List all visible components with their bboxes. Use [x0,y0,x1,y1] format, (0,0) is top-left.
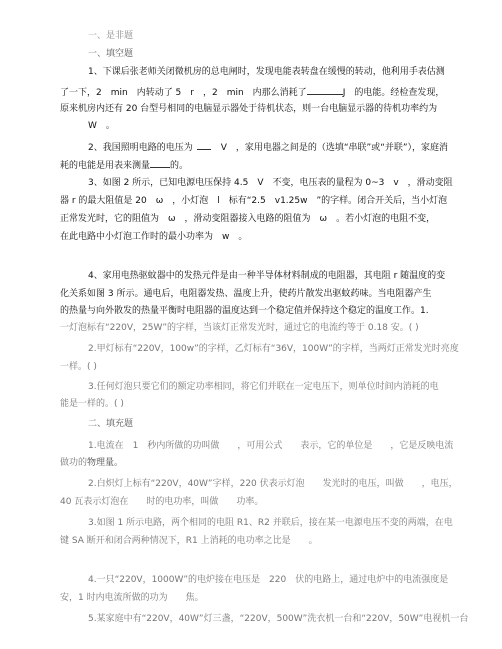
q2-line-2b: 的。 [170,161,189,171]
tf-q3-line-1: 3.任何灯泡只要它们的额定功率相同，将它们并联在一定电压下，则单位时间内消耗的电 [88,382,439,392]
q1-line-3: 原来机房内还有 20 台型号相同的电脑显示器处于待机状态，则一台电脑显示器的待机功率约为 [60,104,438,114]
heading-fill-in-2: 二、填充题 [88,419,134,429]
q4-line-2: 化关系如图 3 所示。通电后，电阻器发热、温度上升，使药片散发出驱蚊药味。当电阻器产生 [60,289,432,299]
tf-q1-line: 一灯泡标有“220V，25W”的字样，当该灯正常发光时，通过它的电流约等于 0.18 安。( ) [60,323,419,333]
q2-line-2 [60,158,188,172]
fill-q1-line-1: 1.电流在 1 秒内所做的功叫做 ，可用公式 表示，它的单位是 ，它是反映电流 [88,441,454,451]
fill-q5-line-1: 5.某家庭中有“220V，40W”灯三盏，“220V，500W”洗衣机一台和“220V，50W”电视机一台 [88,614,469,624]
tf-q2-line-2: 一样。( ) [60,362,97,372]
tf-q2-line-1: 2.甲灯标有“220V，100w”的字样，乙灯标有“36V，100W”的字样，当两灯正常发光时亮度 [88,344,459,354]
tf-q3-line-2: 能是一样的。( ) [60,399,124,409]
q4-line-3: 的热量与向外散发的热量平衡时电阻器的温度达到一个稳定值并保持这个稳定的温度工作。1. [60,306,429,316]
fill-q4-line-2: 安，1 时内电流所做的功为 焦。 [60,593,204,603]
fill-q3-line-2: 键 SA 断开和闭合两种情况下，R1 上消耗的电功率之比是 。 [60,536,318,546]
answer-blank [307,85,343,95]
q2-line-1a: 2、我国照明电路的电压为 [88,143,193,153]
fill-q2-line-2: 40 瓦表示灯泡在 时的电功率，叫做 功率。 [60,497,264,507]
fill-q1-line-2a: 做功的 [60,458,88,468]
q3-line-2: 器 r 的最大阻值是 20 ω ，小灯泡 l 标有“2.5 v1.25w ”的字样。闭合开关后，当小灯泡 [60,196,448,206]
fill-q3-line-1: 3.如图 1 所示电路，两个相同的电阻 R1、R2 并联后，接在某一电源电压不变的两端，在电 [88,518,453,528]
q2-line-1b: V ，家用电器之间是的（选填“串联”或“并联”），家庭消 [220,143,449,153]
fill-q1-line-2b: 物理量。 [87,458,124,468]
heading-fill-in-1: 一、填空题 [88,49,134,59]
answer-blank [197,140,211,150]
q3-line-1: 3、如图 2 所示，已知电源电压保持 4.5 V 不变，电压表的量程为 0~3 v ，滑动变阻 [88,178,453,188]
q4-line-1: 4、家用电热驱蚊器中的发热元件是由一种半导体材料制成的电阻器，其电阻 r 随温度的变 [88,271,446,281]
q1-line-2b: J 的电能。经检查发现， [342,88,445,98]
fill-q2-line-1: 2.白炽灯上标有“220V，40W”字样，220 伏表示灯泡 发光时的电压，叫做 ，电压， [88,479,458,489]
q1-line-1: 1、下课后张老师关闭微机房的总电闸时，发现电能表转盘在缓慢的转动，他利用手表估测 [88,67,445,77]
answer-blank [150,158,170,168]
q3-line-3: 正常发光时，它的阻值为 ω ，滑动变阻器接入电路的阻值为 ω 。若小灯泡的电阻不变， [60,214,436,224]
fill-q4-line-1: 4.一只“220V，1000W”的电炉接在电压是 220 伏的电路上，通过电炉中的电流强度是 [88,575,449,585]
q1-line-2 [60,85,444,99]
heading-true-false: 一、是非题 [88,31,134,41]
q2-line-1 [88,140,448,154]
fill-q1-line-2 [60,457,123,469]
q3-line-4: 在此电路中小灯泡工作时的最小功率为 w 。 [60,232,248,242]
q1-line-4: W 。 [88,121,115,131]
q2-line-2a: 耗的电能是用表来测量 [60,161,151,171]
q1-line-2a: 了一下，2 min 内转动了 5 r ，2 min 内那么消耗了 [60,88,307,98]
